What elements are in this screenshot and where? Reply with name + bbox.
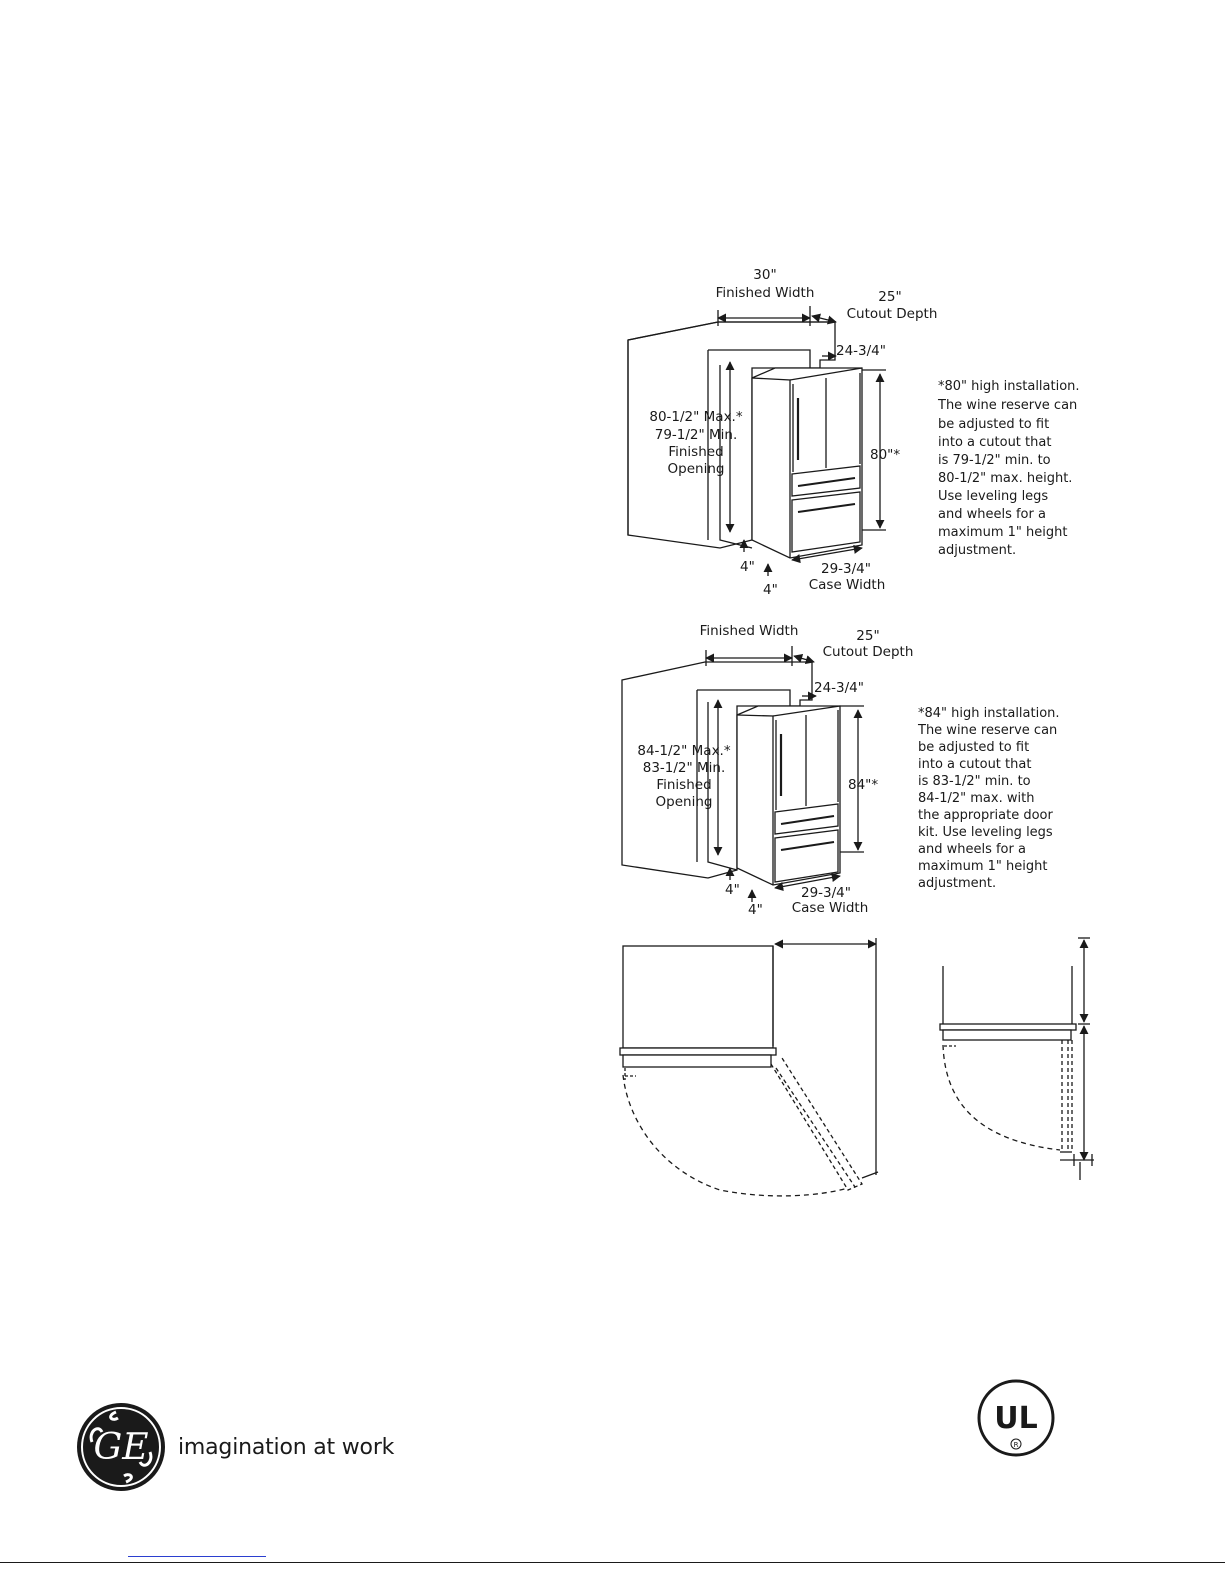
note-line: the appropriate door bbox=[918, 808, 1053, 823]
ge-brand bbox=[76, 1402, 394, 1492]
note-line: The wine reserve can bbox=[918, 723, 1058, 738]
toe-dimension: 4" bbox=[763, 582, 778, 598]
ul-listed-icon bbox=[976, 1378, 1056, 1458]
diagram-80-note bbox=[937, 379, 1080, 558]
note-line: 84-1/2" max. with bbox=[918, 791, 1035, 806]
note-line: The wine reserve can bbox=[938, 398, 1078, 413]
diagram-80-labels bbox=[649, 267, 1079, 598]
finished-width-label: Finished Width bbox=[715, 285, 815, 301]
opening-line: Opening bbox=[655, 794, 713, 810]
tagline: imagination at work bbox=[178, 1434, 395, 1460]
opening-line: 83-1/2" Min. bbox=[642, 760, 726, 776]
door-swing-plan-front bbox=[620, 938, 878, 1196]
door-swing-plan-side bbox=[940, 938, 1094, 1180]
note-line: is 79-1/2" min. to bbox=[938, 453, 1051, 468]
opening-line: Finished bbox=[656, 777, 712, 793]
opening-line: Finished bbox=[668, 444, 724, 460]
note-line: 80-1/2" max. height. bbox=[938, 471, 1073, 486]
height-value: 84"* bbox=[848, 777, 879, 793]
note-line: maximum 1" height bbox=[938, 525, 1068, 540]
case-depth: 24-3/4" bbox=[836, 343, 886, 359]
opening-line: 80-1/2" Max.* bbox=[649, 409, 743, 425]
note-line: into a cutout that bbox=[938, 435, 1052, 450]
cutout-depth-value: 25" bbox=[856, 628, 880, 644]
cutout-depth-label: Cutout Depth bbox=[822, 644, 914, 660]
ul-certification bbox=[976, 1378, 1056, 1462]
note-line: into a cutout that bbox=[918, 757, 1032, 772]
note-line: is 83-1/2" min. to bbox=[918, 774, 1031, 789]
note-line: *80" high installation. bbox=[938, 379, 1080, 394]
finished-width-label: Finished Width bbox=[699, 623, 799, 639]
note-line: kit. Use leveling legs bbox=[918, 825, 1053, 840]
note-line: be adjusted to fit bbox=[938, 417, 1050, 432]
toe-dimension: 4" bbox=[748, 902, 763, 918]
ul-text: UL bbox=[994, 1401, 1038, 1436]
footer-link-underline[interactable] bbox=[128, 1556, 266, 1557]
case-width-value: 29-3/4" bbox=[821, 561, 871, 577]
toe-dimension: 4" bbox=[740, 559, 755, 575]
cutout-depth-label: Cutout Depth bbox=[846, 306, 938, 322]
note-line: maximum 1" height bbox=[918, 859, 1048, 874]
case-width-label: Case Width bbox=[808, 577, 886, 593]
height-value: 80"* bbox=[870, 447, 901, 463]
note-line: *84" high installation. bbox=[918, 706, 1060, 721]
note-line: Use leveling legs bbox=[938, 489, 1049, 504]
svg-text:R: R bbox=[1013, 1441, 1019, 1449]
footer-rule bbox=[0, 1562, 1225, 1563]
toe-dimension: 4" bbox=[725, 882, 740, 898]
diagram-84-note bbox=[917, 706, 1060, 891]
ge-logo-text: GE bbox=[93, 1427, 149, 1468]
ge-monogram-icon bbox=[76, 1402, 166, 1492]
finished-width-value: 30" bbox=[753, 267, 777, 283]
note-line: and wheels for a bbox=[918, 842, 1026, 857]
case-depth: 24-3/4" bbox=[814, 680, 864, 696]
case-width-label: Case Width bbox=[791, 900, 869, 916]
opening-line: Opening bbox=[667, 461, 725, 477]
opening-line: 84-1/2" Max.* bbox=[637, 743, 731, 759]
cutout-depth-value: 25" bbox=[878, 289, 902, 305]
note-line: adjustment. bbox=[918, 876, 997, 891]
note-line: and wheels for a bbox=[938, 507, 1046, 522]
opening-line: 79-1/2" Min. bbox=[654, 427, 738, 443]
case-width-value: 29-3/4" bbox=[801, 885, 851, 901]
note-line: adjustment. bbox=[938, 543, 1017, 558]
note-line: be adjusted to fit bbox=[918, 740, 1030, 755]
